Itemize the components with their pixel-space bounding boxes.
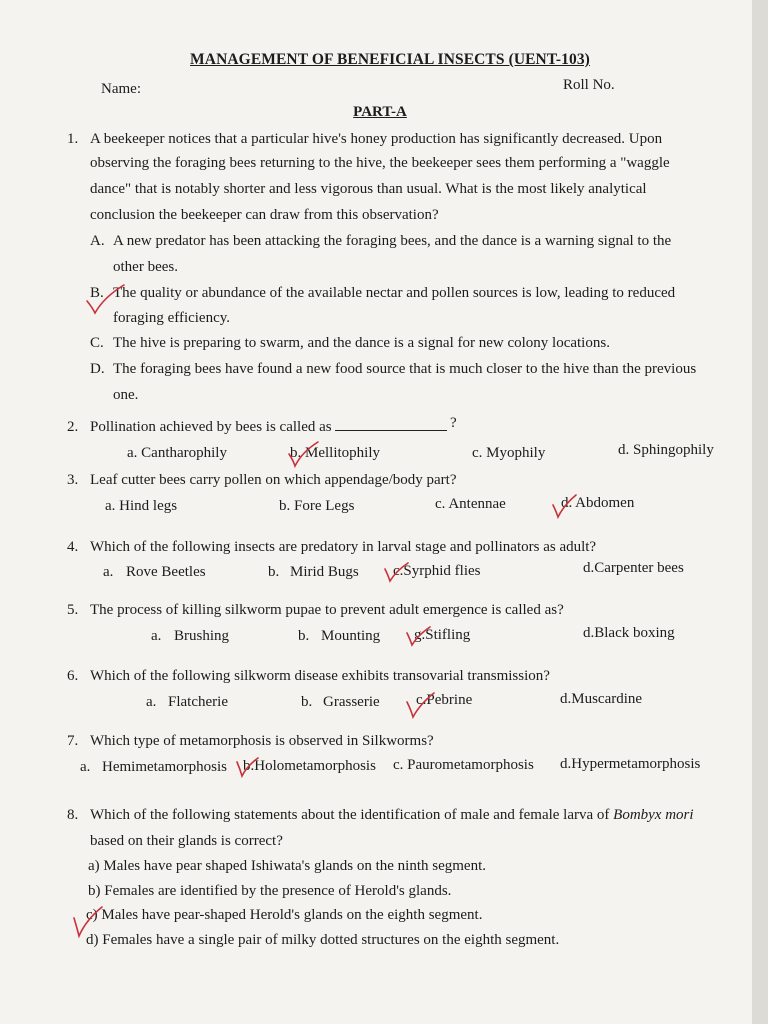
- option-text: one.: [113, 387, 139, 403]
- option: d) Females have a single pair of milky dotted structures on the eighth segment.: [86, 932, 560, 948]
- species-name: Bombyx mori: [613, 807, 694, 823]
- section-heading: PART-A: [353, 104, 407, 120]
- option: Flatcherie: [168, 694, 228, 710]
- question-text-line: A beekeeper notices that a particular hive's honey production has significantly decreased. Upon: [90, 131, 663, 147]
- paper-edge-shadow: [752, 0, 768, 1024]
- question-number: 5.: [67, 602, 79, 618]
- name-label: Name:: [101, 81, 141, 97]
- option: d.Black boxing: [583, 625, 675, 641]
- option: b. Fore Legs: [279, 498, 355, 514]
- option-letter: a.: [80, 759, 91, 775]
- question-number: 7.: [67, 733, 79, 749]
- option: Rove Beetles: [126, 564, 206, 580]
- exam-title: MANAGEMENT OF BENEFICIAL INSECTS (UENT-103): [190, 51, 590, 68]
- option: d.Carpenter bees: [583, 560, 684, 576]
- option: d. Sphingophily: [618, 442, 714, 458]
- option: Hemimetamorphosis: [102, 759, 227, 775]
- option: c. Paurometamorphosis: [393, 757, 534, 773]
- question-number: 1.: [67, 131, 79, 147]
- option-text: A new predator has been attacking the foraging bees, and the dance is a warning signal to the: [113, 233, 672, 249]
- roll-number-label: Roll No.: [563, 77, 615, 93]
- option-label: C.: [90, 335, 104, 351]
- question-text: Which type of metamorphosis is observed in Silkworms?: [90, 733, 434, 749]
- question-text-line: conclusion the beekeeper can draw from this observation?: [90, 207, 439, 223]
- option: d.Hypermetamorphosis: [560, 756, 701, 772]
- question-mark: ?: [450, 415, 457, 431]
- question-number: 6.: [67, 668, 79, 684]
- option: Mounting: [321, 628, 381, 644]
- option: c) Males have pear-shaped Herold's glands on the eighth segment.: [86, 907, 483, 923]
- option-letter: a.: [103, 564, 114, 580]
- question-number: 8.: [67, 807, 79, 823]
- option-text: The hive is preparing to swarm, and the dance is a signal for new colony locations.: [113, 335, 610, 351]
- question-text: Which of the following silkworm disease exhibits transovarial transmission?: [90, 668, 550, 684]
- option: g.Stifling: [414, 627, 471, 643]
- option: b. Mellitophily: [290, 445, 380, 461]
- option-text: other bees.: [113, 259, 178, 275]
- option: Brushing: [174, 628, 230, 644]
- question-text: Which of the following statements about the identification of male and female larva of Bombyx mori: [90, 807, 694, 823]
- option: c. Myophily: [472, 445, 546, 461]
- option: Grasserie: [323, 694, 380, 710]
- question-number: 4.: [67, 539, 79, 555]
- option-text: foraging efficiency.: [113, 310, 231, 326]
- option-letter: a.: [151, 628, 162, 644]
- question-text: Leaf cutter bees carry pollen on which appendage/body part?: [90, 472, 457, 488]
- option-letter: a.: [146, 694, 157, 710]
- question-text-line: based on their glands is correct?: [90, 833, 283, 849]
- option: d. Abdomen: [561, 495, 635, 511]
- option: a. Hind legs: [105, 498, 178, 514]
- option-label: A.: [90, 233, 105, 249]
- option-letter: b.: [301, 694, 313, 710]
- answer-blank: [335, 418, 447, 431]
- option: a. Cantharophily: [127, 445, 227, 461]
- option: d.Muscardine: [560, 691, 643, 707]
- question-text: Pollination achieved by bees is called as: [90, 418, 447, 436]
- option: c. Antennae: [435, 496, 506, 512]
- option-letter: b.: [298, 628, 310, 644]
- question-number: 2.: [67, 419, 79, 435]
- option-text: The quality or abundance of the available nectar and pollen sources is low, leading to reduced: [113, 285, 676, 301]
- option-label: D.: [90, 361, 105, 377]
- question-text-line: dance" that is notably shorter and less vigorous than usual. What is the most likely analytical: [90, 181, 647, 197]
- option: Mirid Bugs: [290, 564, 359, 580]
- question-number: 3.: [67, 472, 79, 488]
- question-text-line: observing the foraging bees returning to the hive, the beekeeper sees them performing a "waggle: [90, 155, 670, 171]
- question-text: The process of killing silkworm pupae to prevent adult emergence is called as?: [90, 602, 564, 618]
- option: c.Pebrine: [416, 692, 473, 708]
- option-label: B.: [90, 285, 104, 301]
- option-text: The foraging bees have found a new food source that is much closer to the hive than the previous: [113, 361, 697, 377]
- option: b.Holometamorphosis: [243, 758, 376, 774]
- question-text: Which of the following insects are predatory in larval stage and pollinators as adult?: [90, 539, 597, 555]
- option-letter: b.: [268, 564, 280, 580]
- option: c.Syrphid flies: [393, 563, 481, 579]
- option: a) Males have pear shaped Ishiwata's glands on the ninth segment.: [88, 858, 487, 874]
- option: b) Females are identified by the presence of Herold's glands.: [88, 883, 452, 899]
